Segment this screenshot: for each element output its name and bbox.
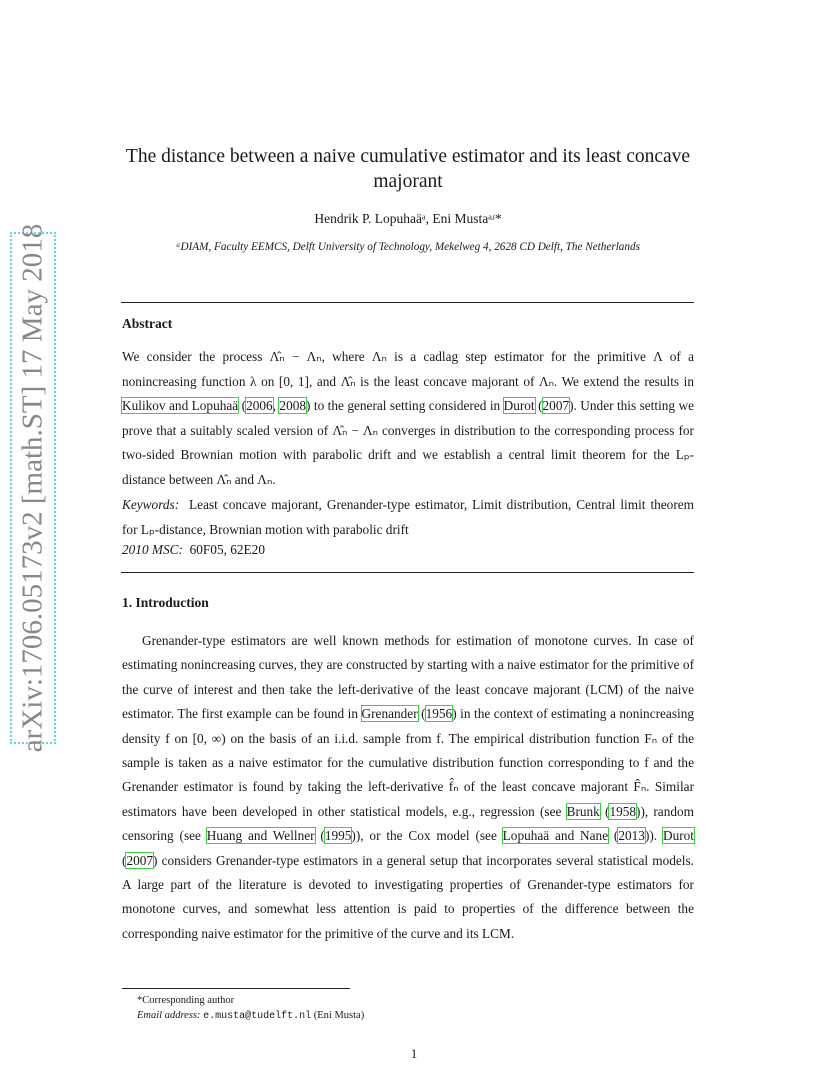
email-owner: (Eni Musta) [313,1010,365,1021]
citation-link[interactable]: Huang and Wellner [206,828,315,844]
citation-link[interactable]: 1956 [425,706,453,722]
bottom-rule [121,572,694,573]
citation-link[interactable]: Durot [503,398,535,413]
email-line [137,1008,364,1024]
intro-paragraph: Grenander-type estimators are well known methods for estimation of monotone curves. In case of estimating nonincreasing curves, they are constructed by starting with a naive estimator for the primitive of the curve of interest and then take the left-derivative of the least concave majorant (LCM) of the naive estimator. The first example can be found in Grenander (1956) in the context of estimating a nonincreasing density f on [0, ∞) on the basis of an i.i.d. sample from f. The empirical distribution function Fₙ of the sample is taken as a naive estimator for the cumulative distribution function corresponding to f and the Grenander estimator is found by taking the left-derivative f̂ₙ of the least concave majorant F̂ₙ. Similar estimators have been developed in other statistical models, e.g., regression (see Brunk (1958)), random censoring (see Huang and Wellner (1995)), or the Cox model (see Lopuhaä and Nane (2013)). Durot (2007) considers Grenander-type estimators in a general setup that incorporates several statistical models. A large part of the literature is devoted to investigating properties of Grenander-type estimators for monotone curves, and somewhat less attention is paid to properties of the difference between the corresponding naive estimator for the primitive of the curve and its LCM. [122,633,694,941]
citation-link[interactable]: Brunk [566,803,600,819]
citation-link[interactable]: 2008 [279,398,307,413]
top-rule [121,302,694,303]
citation-link[interactable]: 1995 [324,828,352,844]
citation-link[interactable]: Kulikov and Lopuhaä [122,398,239,413]
citation-link[interactable]: 2006 [246,398,273,413]
corresponding-author-note: *Corresponding author [137,995,235,1006]
affiliation: ᵃDIAM, Faculty EEMCS, Delft University of Technology, Mekelweg 4, 2628 CD Delft, The Netherlands [176,241,640,253]
citation-link[interactable]: Grenander [361,706,418,722]
msc-codes [122,542,265,558]
keywords-label: Keywords: [122,497,180,512]
citation-link[interactable]: 2007 [126,852,154,868]
abstract-text: We consider the process Λ̂ₙ − Λₙ, where Λₙ is a cadlag step estimator for the primitive Λ of a nonincreasing function λ on [0, 1], and Λ̂ₙ is the least concave majorant of Λₙ. We extend the results in Kulikov and Lopuhaä (2006, 2008) to the general setting considered in Durot (2007). Under this setting we prove that a suitably scaled version of Λ̂ₙ − Λₙ converges in distribution to the corresponding process for two-sided Brownian motion with parabolic drift and we establish a central limit theorem for the Lₚ-distance between Λ̂ₙ and Λₙ. [122,349,695,487]
citation-link[interactable]: 1958 [609,803,637,819]
citation-link[interactable]: 2007 [542,398,570,413]
email-link[interactable]: e.musta@tudelft.nl [203,1011,312,1022]
email-label: Email address: [137,1010,201,1021]
msc-text: 60F05, 62E20 [189,542,265,557]
abstract-heading: Abstract [122,316,173,331]
keywords [122,493,694,542]
citation-link[interactable]: 2013 [618,828,645,844]
citation-link[interactable]: Lopuhaä and Nane [502,828,609,844]
author-list: Hendrik P. Lopuhaäᵃ, Eni Mustaᵃʴ* [314,211,502,226]
msc-label: 2010 MSC: [122,542,183,557]
keywords-text: Least concave majorant, Grenander-type estimator, Limit distribution, Central limit theorem for Lₚ-distance, Brownian motion with parabolic drift [122,497,695,537]
citation-link[interactable]: Durot [662,828,694,844]
footnote-rule [122,988,350,989]
page-number: 1 [410,1046,418,1061]
arxiv-identifier: arXiv:1706.05173v2 [math.ST] 17 May 2018 [16,223,49,753]
paper-title: The distance between a naive cumulative estimator and its least concave majorant [125,146,691,192]
footnote [137,993,364,1024]
section-heading: 1. Introduction [122,595,209,610]
